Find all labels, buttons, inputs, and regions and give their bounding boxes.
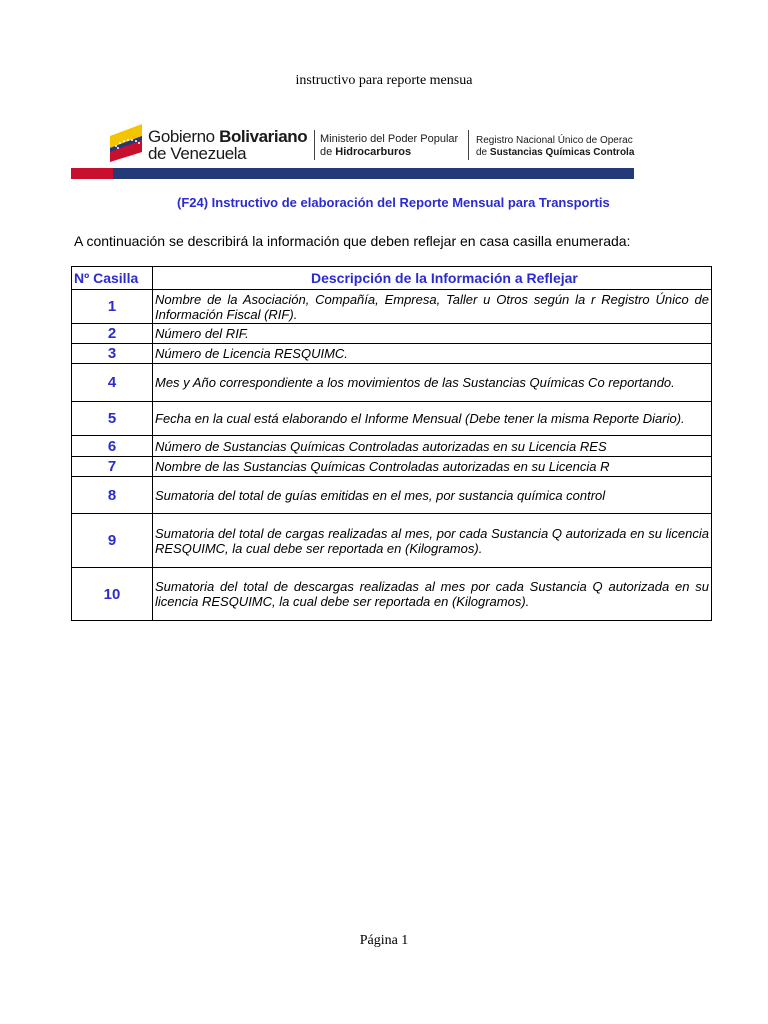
table-row [72,477,712,514]
ministry-name: Ministerio del Poder Popular de Hidrocarburos [320,133,459,158]
divider [314,130,315,160]
column-header-num: Nº Casilla [72,267,153,290]
table-row [72,568,712,621]
table-row [72,344,712,364]
document-title: (F24) Instructivo de elaboración del Reporte Mensual para Transportis [177,195,610,210]
cell-num: 4 [72,364,153,402]
venezuela-flag-logo [108,122,144,162]
cell-desc: Nombre de la Asociación, Compañía, Empresa, Taller u Otros según la r Registro Único de Información Fiscal (RIF). [153,290,712,324]
table-row [72,436,712,457]
cell-desc: Nombre de las Sustancias Químicas Controladas autorizadas en su Licencia R [153,457,712,477]
cell-desc: Fecha en la cual está elaborando el Informe Mensual (Debe tener la misma Reporte Diario). [153,402,712,436]
cell-num: 2 [72,324,153,344]
stripe-red [71,168,113,179]
registry-name: Registro Nacional Único de Operac de Sustancias Químicas Controla [476,135,635,158]
cell-desc: Mes y Año correspondiente a los movimientos de las Sustancias Químicas Co reportando. [153,364,712,402]
cell-num: 3 [72,344,153,364]
stripe-blue [113,168,634,179]
cell-desc: Sumatoria del total de cargas realizadas al mes, por cada Sustancia Q autorizada en su licencia RESQUIMC, la cual debe ser reportada en (Kilogramos). [153,514,712,568]
table-row [72,324,712,344]
table-row [72,290,712,324]
cell-desc: Número de Licencia RESQUIMC. [153,344,712,364]
intro-text: A continuación se describirá la información que deben reflejar en casa casilla enumerada: [74,233,631,249]
table-row [72,364,712,402]
table-row [72,402,712,436]
cell-num: 5 [72,402,153,436]
cell-num: 8 [72,477,153,514]
instructions-table [71,266,709,622]
cell-num: 1 [72,290,153,324]
government-banner [108,118,634,166]
cell-num: 7 [72,457,153,477]
cell-num: 6 [72,436,153,457]
cell-desc: Sumatoria del total de descargas realizadas al mes por cada Sustancia Q autorizada en su licencia RESQUIMC, la cual debe ser reportada en (Kilogramos). [153,568,712,621]
page-header: instructivo para reporte mensua [295,73,473,88]
cell-desc: Número del RIF. [153,324,712,344]
table-row [72,457,712,477]
government-name: Gobierno Bolivariano de Venezuela [148,127,308,163]
table-row [72,514,712,568]
divider [468,130,469,160]
table-header-row [72,267,712,290]
color-stripe [71,168,634,179]
page-footer: Página 1 [359,933,409,948]
column-header-desc: Descripción de la Información a Reflejar [153,267,712,290]
cell-num: 9 [72,514,153,568]
cell-desc: Sumatoria del total de guías emitidas en el mes, por sustancia química control [153,477,712,514]
cell-desc: Número de Sustancias Químicas Controladas autorizadas en su Licencia RES [153,436,712,457]
cell-num: 10 [72,568,153,621]
